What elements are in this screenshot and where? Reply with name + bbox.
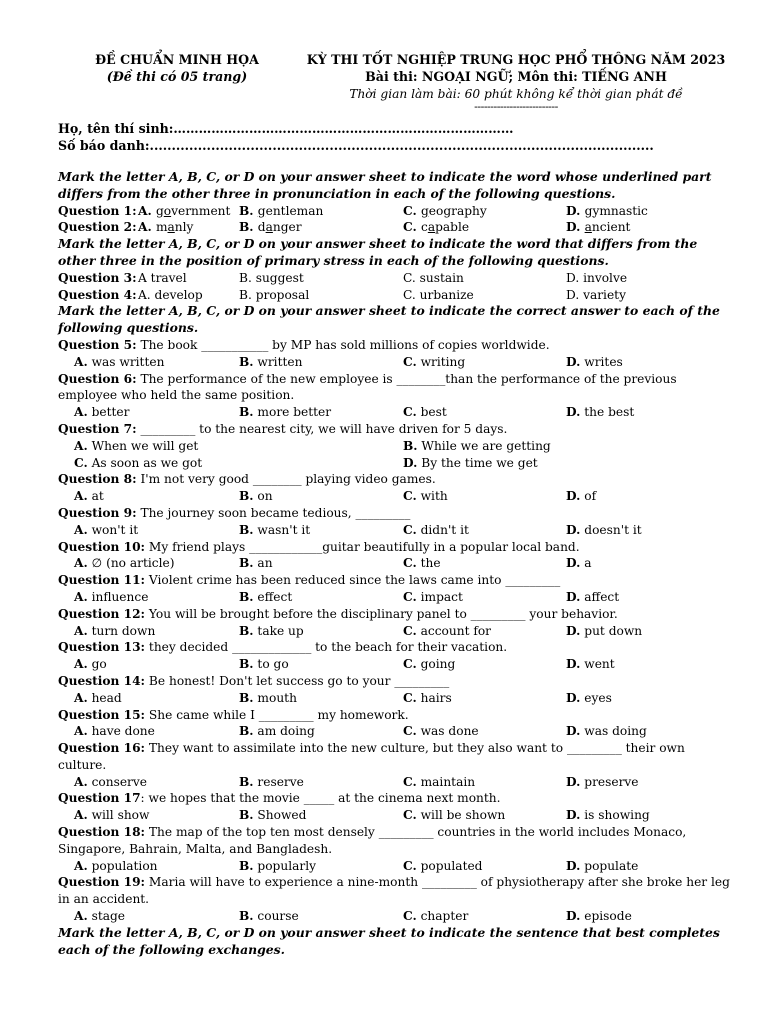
- option-b: B. an: [239, 556, 273, 571]
- question-12-options: [58, 623, 730, 640]
- option-c: C. writing: [403, 354, 466, 369]
- question-7-stem: Question 7: _________ to the nearest city, we will have driven for 5 days.: [58, 421, 508, 436]
- question-8-options: [58, 488, 730, 505]
- option-d: D. a: [566, 556, 592, 571]
- option-c: C. going: [403, 657, 456, 672]
- option-b: B. effect: [239, 589, 293, 604]
- option-c: C. didn't it: [403, 522, 469, 537]
- option-c: C. populated: [403, 858, 483, 873]
- question-5-options: [58, 354, 730, 371]
- question-label: Question 3:: [58, 270, 137, 285]
- option-a: A. influence: [74, 589, 149, 604]
- option-a: A. ∅ (no article): [74, 556, 175, 571]
- question-7-options-cd: [58, 455, 730, 472]
- option-d: D. of: [566, 489, 597, 504]
- option-b: B. on: [239, 489, 273, 504]
- option-d: D. By the time we get: [403, 455, 538, 470]
- question-12-stem: Question 12: You will be brought before the disciplinary panel to _________ your behavior.: [58, 606, 618, 621]
- option-b: B. Showed: [239, 808, 307, 823]
- option-c: C. impact: [403, 589, 463, 604]
- question-16-stem: Question 16: They want to assimilate into the new culture, but they also want to _________ their own culture.: [58, 741, 685, 772]
- option-c: C. hairs: [403, 690, 452, 705]
- option-d: D. gymnastic: [566, 203, 648, 218]
- option-a: A. develop: [138, 287, 203, 302]
- question-18-stem: Question 18: The map of the top ten most densely _________ countries in the world includes Monaco, Singapore, Bahrain, Malta, and Bangladesh.: [58, 825, 687, 856]
- option-d: D. was doing: [566, 724, 647, 739]
- header-page-count: (Đề thi có 05 trang): [106, 68, 248, 84]
- question-1: [58, 203, 730, 220]
- question-6-options: [58, 404, 730, 421]
- instruction-exchanges: Mark the letter A, B, C, or D on your answer sheet to indicate the sentence that best completes each of the following exchanges.: [58, 924, 720, 957]
- option-b: B. written: [239, 354, 303, 369]
- exam-body: [58, 169, 730, 958]
- option-c: C. chapter: [403, 909, 469, 924]
- option-a: A. won't it: [74, 522, 139, 537]
- candidate-info: [58, 120, 718, 154]
- question-18-options: [58, 858, 730, 875]
- question-17-options: [58, 807, 730, 824]
- option-a: A. will show: [74, 808, 150, 823]
- question-16-options: [58, 774, 730, 791]
- option-c: C. maintain: [403, 774, 476, 789]
- option-c: C. was done: [403, 724, 479, 739]
- option-c: C. will be shown: [403, 808, 506, 823]
- option-a: A. at: [74, 489, 104, 504]
- option-c: C. geography: [403, 203, 487, 218]
- option-b: B. proposal: [239, 287, 310, 302]
- question-14-stem: Question 14: Be honest! Don't let success go to your _________: [58, 673, 450, 688]
- option-b: B. course: [239, 909, 299, 924]
- option-d: D. eyes: [566, 690, 612, 705]
- question-label: Question 1:: [58, 203, 137, 218]
- header-left: [72, 52, 282, 86]
- instruction-correct-answer: Mark the letter A, B, C, or D on your answer sheet to indicate the correct answer to each of the following questions.: [58, 303, 720, 336]
- option-b: B. take up: [239, 623, 304, 638]
- question-label: Question 4:: [58, 287, 137, 302]
- question-6-stem: Question 6: The performance of the new employee is ________than the performance of the previous employee who held the same position.: [58, 371, 677, 403]
- header-exam-title: KỲ THI TỐT NGHIỆP TRUNG HỌC PHỔ THÔNG NĂM 2023: [306, 52, 726, 67]
- question-10-stem: Question 10: My friend plays ____________guitar beautifully in a popular local band.: [58, 539, 580, 554]
- option-b: B. mouth: [239, 690, 297, 705]
- option-a: A travel: [138, 270, 187, 285]
- question-11-options: [58, 589, 730, 606]
- question-4: [58, 287, 730, 304]
- option-a: A. conserve: [74, 774, 147, 789]
- option-c: C. capable: [403, 220, 470, 235]
- option-d: D. episode: [566, 909, 632, 924]
- option-c: C. with: [403, 489, 448, 504]
- option-d: D. populate: [566, 858, 639, 873]
- option-a: A. better: [74, 405, 130, 420]
- question-2: [58, 219, 730, 236]
- question-19-stem: Question 19: Maria will have to experience a nine-month _________ of physiotherapy after she broke her leg in an accident.: [58, 875, 730, 907]
- question-7-options-ab: [58, 438, 730, 455]
- option-b: B. popularly: [239, 858, 316, 873]
- question-15-options: [58, 723, 730, 740]
- question-13-stem: Question 13: they decided _____________ to the beach for their vacation.: [58, 640, 508, 655]
- option-c: C. As soon as we got: [74, 455, 203, 470]
- instruction-pronunciation: Mark the letter A, B, C, or D on your answer sheet to indicate the word whose underlined part differs from the other three in pronunciation in each of the following questions.: [58, 169, 712, 201]
- option-d: D. ancient: [566, 220, 631, 235]
- question-10-options: [58, 555, 730, 572]
- header-right: [296, 52, 736, 112]
- option-a: A. was written: [74, 354, 165, 369]
- question-9-stem: Question 9: The journey soon became tedious, _________: [58, 505, 411, 520]
- question-5-stem: Question 5: The book ___________ by MP has sold millions of copies worldwide.: [58, 337, 550, 352]
- option-c: C. urbanize: [403, 287, 474, 302]
- option-a: A. have done: [74, 724, 155, 739]
- option-d: D. variety: [566, 287, 626, 302]
- question-15-stem: Question 15: She came while I _________ my homework.: [58, 707, 409, 722]
- candidate-id-line: Số báo danh:...................................................................................................................: [58, 138, 654, 153]
- option-d: D. the best: [566, 405, 635, 420]
- candidate-name-line: Họ, tên thí sinh:………………………………………………………………………: [58, 121, 514, 136]
- option-a: A. go: [74, 657, 107, 672]
- option-b: B. wasn't it: [239, 522, 311, 537]
- question-13-options: [58, 656, 730, 673]
- option-d: D. went: [566, 657, 615, 672]
- option-b: B. gentleman: [239, 203, 324, 218]
- question-19-options: [58, 908, 730, 925]
- option-a: A. stage: [74, 909, 126, 924]
- instruction-stress: Mark the letter A, B, C, or D on your answer sheet to indicate the word that differs from the other three in the position of primary stress in each of the following questions.: [58, 236, 698, 268]
- option-b: B. While we are getting: [403, 438, 551, 453]
- header-divider: --------------------------: [474, 100, 558, 114]
- option-d: D. affect: [566, 589, 620, 604]
- question-17-stem: Question 17: we hopes that the movie _____ at the cinema next month.: [58, 791, 501, 806]
- question-3: [58, 270, 730, 287]
- question-14-options: [58, 690, 730, 707]
- option-b: B. danger: [239, 220, 302, 235]
- header-time-limit: Thời gian làm bài: 60 phút không kể thời gian phát đề: [349, 86, 683, 101]
- option-d: D. doesn't it: [566, 522, 642, 537]
- option-d: D. is showing: [566, 808, 650, 823]
- option-b: B. reserve: [239, 774, 304, 789]
- option-c: C. best: [403, 405, 447, 420]
- option-a: A. turn down: [74, 623, 156, 638]
- option-d: D. writes: [566, 354, 623, 369]
- option-a: A. population: [74, 858, 158, 873]
- option-a: A. When we will get: [74, 438, 199, 453]
- option-b: B. to go: [239, 657, 289, 672]
- question-11-stem: Question 11: Violent crime has been reduced since the laws came into _________: [58, 573, 561, 588]
- question-9-options: [58, 522, 730, 539]
- question-label: Question 2:: [58, 220, 137, 235]
- option-d: D. involve: [566, 270, 628, 285]
- option-b: B. more better: [239, 405, 332, 420]
- option-a: A. manly: [138, 220, 194, 235]
- option-b: B. am doing: [239, 724, 315, 739]
- question-8-stem: Question 8: I'm not very good ________ playing video games.: [58, 472, 436, 487]
- option-d: D. put down: [566, 623, 643, 638]
- header-exam-type: ĐỀ CHUẨN MINH HỌA: [95, 52, 259, 67]
- option-c: C. account for: [403, 623, 492, 638]
- option-c: C. the: [403, 556, 441, 571]
- option-a: A. head: [74, 690, 122, 705]
- option-d: D. preserve: [566, 774, 639, 789]
- option-b: B. suggest: [239, 270, 304, 285]
- option-c: C. sustain: [403, 270, 464, 285]
- option-a: A. government: [138, 203, 231, 218]
- header-subject: Bài thi: NGOẠI NGỮ; Môn thi: TIẾNG ANH: [365, 68, 667, 84]
